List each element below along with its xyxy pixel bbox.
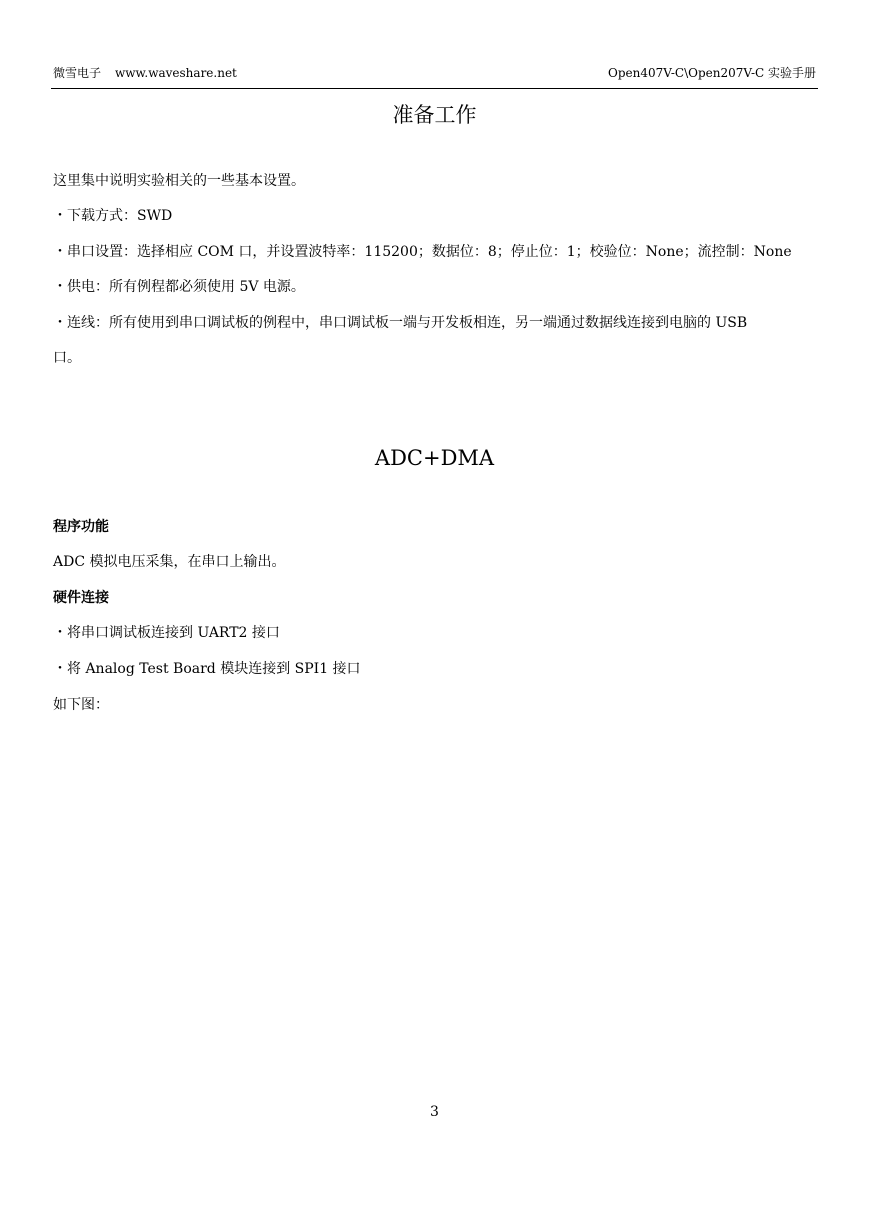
bullet-power: ・供电：所有例程都必须使用 5V 电源。 [53,279,305,295]
section1-intro: 这里集中说明实验相关的一些基本设置。 [53,173,305,189]
bullet-download: ・下载方式：SWD [53,208,173,224]
hardware-item-spi: ・将 Analog Test Board 模块连接到 SPI1 接口 [53,661,361,677]
bullet-wiring-cont: 口。 [53,350,81,366]
header-left [53,64,237,81]
function-heading: 程序功能 [53,519,109,535]
hardware-item-uart: ・将串口调试板连接到 UART2 接口 [53,625,280,641]
function-text: ADC 模拟电压采集，在串口上输出。 [53,554,286,570]
header-rule [51,88,818,89]
section1-title: 准备工作 [392,103,477,127]
header-manual-title: Open407V-C\Open207V-C 实验手册 [608,66,816,80]
header-company: 微雪电子 [53,66,102,80]
header-website: www.waveshare.net [115,66,237,80]
page-number: 3 [430,1104,439,1120]
bullet-wiring: ・连线：所有使用到串口调试板的例程中，串口调试板一端与开发板相连，另一端通过数据线连接到电脑的 USB [53,315,748,331]
hardware-heading: 硬件连接 [53,590,109,606]
figure-caption: 如下图： [53,697,109,713]
section2-title: ADC+DMA [374,446,495,470]
bullet-serial: ・串口设置：选择相应 COM 口，并设置波特率：115200；数据位：8；停止位：1；校验位：None；流控制：None [53,244,792,260]
